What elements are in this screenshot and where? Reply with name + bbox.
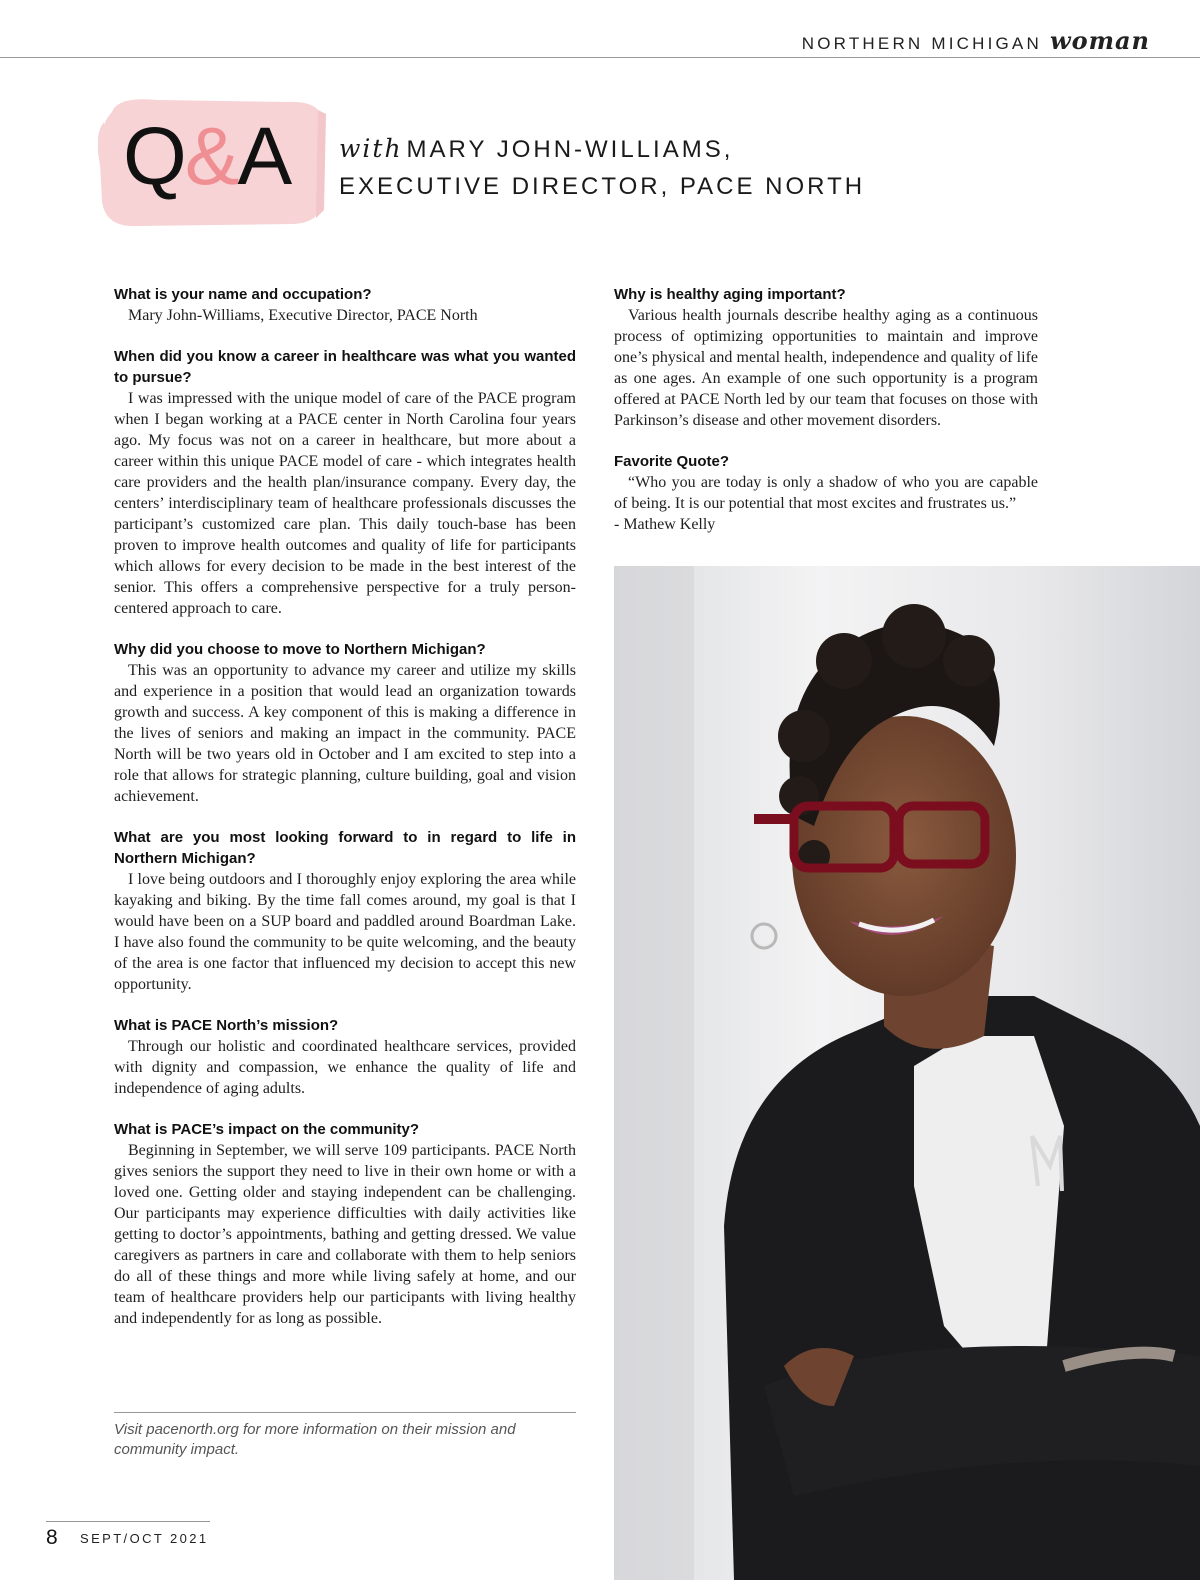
issue-date: SEPT/OCT 2021 <box>80 1531 209 1546</box>
header-divider <box>0 57 1200 58</box>
answer: Various health journals describe healthy aging as a continuous process of optimizing opportunities to maintain and improve one’s physical and mental health, independence and quality of life as one ages. An example of one such opportunity is a program offered at PACE North led by our team that focuses on those with Parkinson’s disease and other movement disorders. <box>614 307 1038 429</box>
qa-item <box>114 827 576 995</box>
website-note: Visit pacenorth.org for more information on their mission and community impact. <box>114 1421 516 1458</box>
page-number: 8 <box>46 1526 58 1549</box>
left-column <box>114 284 576 1349</box>
masthead <box>802 26 1150 55</box>
qa-item <box>114 284 576 326</box>
qa-item <box>614 284 1038 431</box>
qa-item <box>114 639 576 807</box>
magazine-name: NORTHERN MICHIGAN <box>801 34 1042 53</box>
question: What is PACE North’s mission? <box>114 1017 339 1034</box>
answer: Mary John-Williams, Executive Director, PACE North <box>128 307 478 324</box>
portrait-photo <box>614 566 1200 1580</box>
question: Why is healthy aging important? <box>614 286 846 303</box>
question: What is PACE’s impact on the community? <box>114 1121 420 1138</box>
magazine-script-word: woman <box>1049 26 1150 55</box>
title-with: with <box>339 134 403 163</box>
qa-item <box>114 1015 576 1099</box>
answer: This was an opportunity to advance my career and utilize my skills and experience in a position that would lead an organization towards growth and success. A key component of this is making a difference in the lives of seniors and making an impact in the community. PACE North will be two years old in October and I am excited to step into a role that allows for strategic planning, culture building, goal and vision achievement. <box>114 662 576 805</box>
qa-item <box>614 451 1038 535</box>
quote-attribution: - Mathew Kelly <box>614 516 716 533</box>
question: Favorite Quote? <box>614 453 730 470</box>
qa-ampersand: & <box>184 111 238 202</box>
answer: I love being outdoors and I thoroughly enjoy exploring the area while kayaking and biking. By the time fall comes around, my goal is that I would have been on a SUP board and paddled around Boardman Lake. I have also found the community to be quite welcoming, and the beauty of the area is one factor that influenced my decision to accept this new opportunity. <box>114 871 576 993</box>
title-line-1: MARY JOHN-WILLIAMS, <box>406 136 734 163</box>
footer-divider <box>46 1521 210 1522</box>
answer: I was impressed with the unique model of care of the PACE program when I began working at a PACE center in North Carolina four years ago. My focus was not on a career in healthcare, but more about a career within this unique PACE model of care - which integrates health care providers and the health plan/insurance company. Every day, the centers’ interdisciplinary team of healthcare professionals discusses the participant’s customized care plan. This daily touch-base has been proven to improve health outcomes and quality of life for participants which allows for every decision to be made in the best interest of the senior. This offers a comprehensive perspective for a truly person-centered approach to care. <box>114 390 576 617</box>
question: When did you know a career in healthcare was what you wanted to pursue? <box>114 348 576 386</box>
question: What is your name and occupation? <box>114 286 372 303</box>
qa-q: Q <box>123 111 185 202</box>
question: Why did you choose to move to Northern Michigan? <box>114 641 486 658</box>
qa-item <box>114 1119 576 1329</box>
note-divider <box>114 1412 576 1413</box>
question: What are you most looking forward to in regard to life in Northern Michigan? <box>114 829 576 867</box>
article-title <box>339 130 865 205</box>
qa-logo <box>123 111 291 202</box>
qa-a: A <box>237 111 291 202</box>
quote: “Who you are today is only a shadow of who you are capable of being. It is our potential that most excites and frustrates us.” <box>614 474 1038 512</box>
title-line-2: EXECUTIVE DIRECTOR, PACE NORTH <box>339 173 866 200</box>
answer: Beginning in September, we will serve 109 participants. PACE North gives seniors the support they need to live in their own home or with a loved one. Getting older and staying independent can be challenging. Our participants may experience difficulties with daily activities like getting to doctor’s appointments, bathing and getting dressed. We value caregivers as partners in care and collaborate with them to help seniors do all of these things and more while living safely at home, and our team of healthcare providers help our participants with living healthy and independently for as long as possible. <box>114 1142 576 1327</box>
answer: Through our holistic and coordinated healthcare services, provided with dignity and compassion, we enhance the quality of life and independence of aging adults. <box>114 1038 576 1097</box>
qa-item <box>114 346 576 619</box>
right-column <box>614 284 1038 555</box>
